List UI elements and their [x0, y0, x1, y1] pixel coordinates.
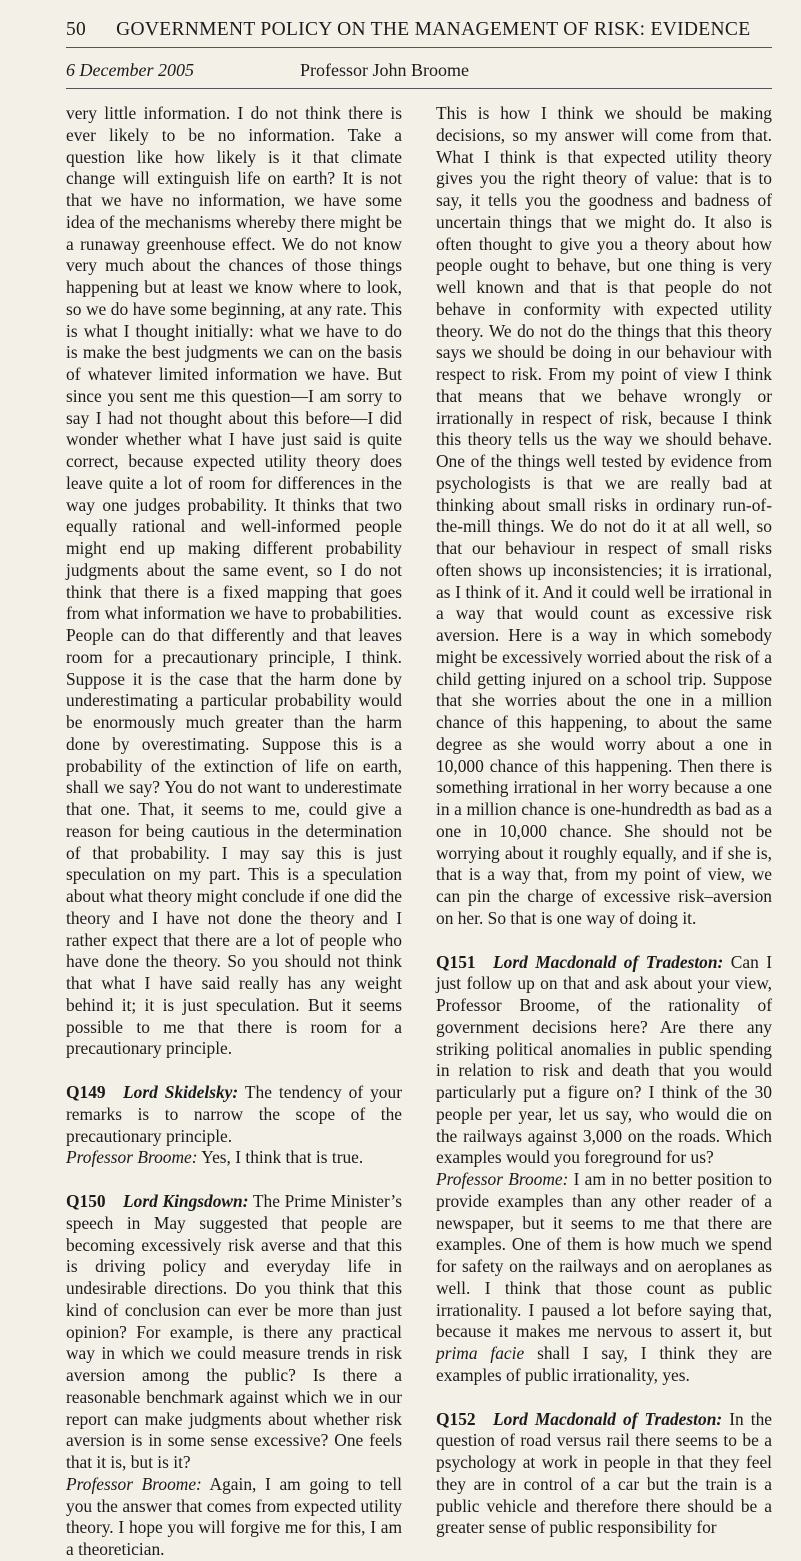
running-header [66, 18, 772, 42]
answer-q149 [66, 1147, 402, 1169]
questioner: Lord Macdonald of Tradeston: [493, 1408, 723, 1429]
answer-text: Yes, I think that is true. [201, 1147, 364, 1168]
answer-text: Again, I am going to tell you the answer that comes from expected utility theory. I hope you will forgive me for this, I am a theoretician. [66, 1473, 402, 1559]
question-number: Q152 [436, 1408, 476, 1429]
answer-text-cont: shall I say, I think they are examples of public irrationality, yes. [436, 1343, 772, 1385]
paragraph-text: very little information. I do not think there is ever likely to be no information. Take a question like how likely is it that climate change will extinguish life on earth? It is not that we have no information, we have some idea of the mechanisms whereby there might be a runaway greenhouse effect. We do not know very much about the chances of those things happening but at least we know where to look, so we do have some beginning, at any rate. This is what I thought initially: what we have to do is make the best judgments we can on the basis of whatever limited information we have. But since you sent me this question—I am sorry to say I had not thought about this before—I did wonder whether what I have just said is quite correct, because expected utility theory does leave quite a lot of room for differences in the way one judges probability. It thinks that two equally rational and well-informed people might end up making different probability judgments about the same event, so I do not think that there is a fixed mapping that goes from what information we have to probabilities. People can do that differently and that leaves room for a precautionary principle, I think. Suppose it is the case that the harm done by underestimating a particular probability would be enormously much greater than the harm done by overestimating. Suppose this is a probability of the extinction of life on earth, shall we say? You do not want to underestimate that one. That, it seems to me, could give a reason for being cautious in the determination of that probability. I may say this is just speculation on my part. This is a speculation about what theory might conclude if one did the theory and I have not done the theory and I rather expect that there are a lot of people who have done the theory. So you should not think that what I have said really has any weight behind it; it is just speculation. But it seems possible to me that there is room for a precautionary principle. [66, 103, 402, 1059]
question-q151 [436, 952, 772, 1170]
question-number: Q151 [436, 951, 476, 972]
question-text: The tendency of your remarks is to narrow the scope of the precautionary principle. [66, 1082, 402, 1146]
paragraph-text: This is how I think we should be making decisions, so my answer will come from that. What I think is that expected utility theory gives you the right theory of value: that is to say, it tells you the goodness and badness of uncertain things that we might do. It also is often thought to give you a theory about how people ought to behave, but one thing is very well known and that is that people do not behave in conformity with expected utility theory. We do not do the things that this theory says we should be doing in our behaviour with respect to risk. From my point of view I think that means that we behave wrongly or irrationally in respect of risk, because I think this theory tells us the way we should behave. One of the things well tested by evidence from psychologists is that we are really bad at thinking about small risks in ordinary run-of-the-mill things. We do not do it at all well, so that our behaviour in respect of small risks often shows up inconsistencies; it is irrational, as I think of it. And it could well be irrational in a way that would count as excessive risk aversion. Here is a way in which somebody might be excessively worried about the risk of a child getting injured on a school trip. Suppose that she worries about the one in a million chance of this happening, to about the same degree as she would worry about a one in 10,000 chance of this happening. Then there is something irrational in her worry because a one in a million chance is one-hundredth as bad as a one in 10,000 chance. She should not be worrying about it roughly equally, and if she is, that is a way that, from my point of view, we can pin the charge of excessive risk–aversion on her. So that is one way of doing it. [436, 103, 772, 928]
answer-paragraph [66, 103, 402, 1060]
respondent: Professor Broome: [66, 1147, 198, 1168]
questioner: Lord Macdonald of Tradeston: [493, 951, 724, 972]
subheader-rule [66, 88, 772, 89]
questioner: Lord Kingsdown: [123, 1191, 249, 1211]
answer-q150 [66, 1474, 402, 1561]
question-text: The Prime Minister’s speech in May suggested that people are becoming excessively risk averse and that this is driving policy and everyday life in undesirable directions. Do you think that this kind of conclusion can ever be more than just opinion? For example, is there any practical way in which we could measure trends in risk aversion among the public? Is there a reasonable benchmark against which we in our report can make judgments about whether risk aversion is in some sense excessive? One feels that it is, but is it? [66, 1191, 402, 1472]
answer-paragraph [436, 103, 772, 930]
question-number: Q150 [66, 1191, 106, 1211]
question-q150 [66, 1191, 402, 1474]
page-number: 50 [66, 19, 87, 40]
running-title: GOVERNMENT POLICY ON THE MANAGEMENT OF RISK: EVIDENCE [116, 19, 751, 40]
session-date: 6 December 2005 [66, 60, 194, 80]
witness-name: Professor John Broome [300, 60, 469, 80]
answer-text: I am in no better position to provide examples than any other reader of a newspaper, but it seems to me that there are examples. One of them is how much we spend for safety on the railways and on aeroplanes as well. I think that those count as public irrationality. I paused a lot before saying that, because it makes me nervous to assert it, but [436, 1169, 772, 1342]
question-text: In the question of road versus rail there seems to be a psychology at work in people in that they feel they are in control of a car but the train is a public vehicle and therefore there should be a greater sense of public responsibility for [436, 1408, 772, 1538]
session-header [66, 59, 772, 81]
questioner: Lord Skidelsky: [123, 1082, 239, 1102]
latin-phrase: prima facie [436, 1343, 525, 1363]
question-q152 [436, 1409, 772, 1540]
question-number: Q149 [66, 1082, 106, 1102]
answer-q151 [436, 1169, 772, 1387]
respondent: Professor Broome: [66, 1473, 202, 1494]
left-column [66, 103, 402, 1561]
header-rule [66, 47, 772, 48]
respondent: Professor Broome: [436, 1169, 569, 1189]
question-text: Can I just follow up on that and ask about your view, Professor Broome, of the rationality of government decisions here? Are there any striking political anomalies in public spending in relation to risk and death that you would particularly put a figure on? I think of the 30 people per year, let us say, who would die on the railways against 3,000 on the roads. Which examples would you foreground for us? [436, 951, 772, 1168]
question-q149 [66, 1082, 402, 1147]
right-column [436, 103, 772, 1539]
